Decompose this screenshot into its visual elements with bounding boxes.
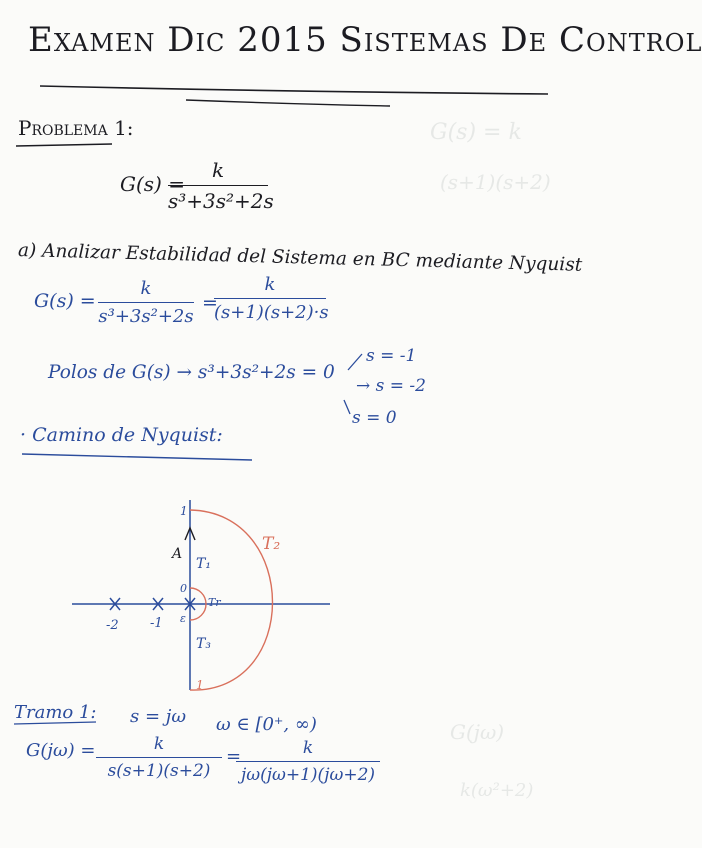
tramo-omega-range: ω ∈ [0⁺, ∞)	[216, 714, 317, 735]
tramo-s-equation: s = jω	[130, 706, 187, 727]
expand-tf-denominator-2: (s+1)(s+2)·s	[214, 302, 329, 323]
plot-label-t2: T₂	[262, 534, 281, 554]
arrow-pole-1	[348, 354, 362, 370]
final-tf-denominator-2: jω(jω+1)(jω+2)	[240, 765, 376, 785]
problem-label: Problema 1:	[18, 116, 134, 140]
plot-label-t3: T₃	[196, 636, 211, 652]
title-underline-short	[186, 100, 390, 106]
final-tf-equals: =	[226, 746, 242, 767]
bleed-through-mark: k(ω²+2)	[460, 780, 534, 801]
final-tf-lhs: G(jω) =	[26, 740, 96, 761]
final-tf-denominator-1: s(s+1)(s+2)	[107, 761, 211, 781]
plot-label-origin-bottom: ε	[180, 612, 186, 625]
bleed-through-mark: G(s) = k	[430, 120, 522, 145]
heading-underline	[22, 454, 252, 460]
arrow-pole-3	[344, 400, 350, 414]
expand-tf-denominator-1: s³+3s²+2s	[98, 306, 194, 327]
expand-tf-numerator-1: k	[140, 278, 152, 299]
plot-label-t1: T₁	[196, 556, 211, 572]
tick-label-minus-2: -2	[106, 618, 119, 633]
expand-tf-equals: =	[202, 292, 218, 314]
tick-label-minus-1: -1	[150, 616, 163, 631]
bleed-through-mark: G(jω)	[450, 720, 505, 744]
tramo-label: Tramo 1:	[14, 702, 97, 723]
problem-underline	[16, 144, 112, 146]
tramo-underline	[14, 722, 96, 724]
plot-label-bottom: 1	[196, 678, 204, 692]
final-tf-numerator-2: k	[302, 738, 314, 758]
title-underline	[40, 86, 548, 94]
pole-1: s = -1	[366, 346, 417, 366]
expand-tf-lhs: G(s) =	[34, 290, 96, 312]
pole-3: s = 0	[352, 408, 397, 428]
poles-equation: Polos de G(s) → s³+3s²+2s = 0	[48, 362, 335, 383]
nyquist-path-heading: · Camino de Nyquist:	[20, 424, 223, 446]
plot-label-a: A	[172, 546, 183, 562]
final-tf-numerator-1: k	[153, 734, 165, 754]
pole-2: → s = -2	[356, 376, 426, 396]
main-tf-numerator: k	[211, 158, 225, 182]
large-arc	[190, 510, 273, 690]
main-tf-lhs: G(s) =	[120, 172, 185, 196]
bleed-through-mark: (s+1)(s+2)	[440, 170, 551, 194]
main-tf-denominator: s³+3s²+2s	[168, 189, 274, 213]
expand-tf-numerator-2: k	[264, 274, 276, 295]
plot-label-origin-top: 0	[180, 582, 187, 595]
plot-label-top: 1	[180, 504, 188, 518]
part-a-statement: a) Analizar Estabilidad del Sistema en BC mediante Nyquist	[17, 240, 583, 276]
page-title: Examen Dic 2015 Sistemas De Control	[28, 20, 702, 60]
plot-label-tr: Tr	[208, 596, 221, 609]
